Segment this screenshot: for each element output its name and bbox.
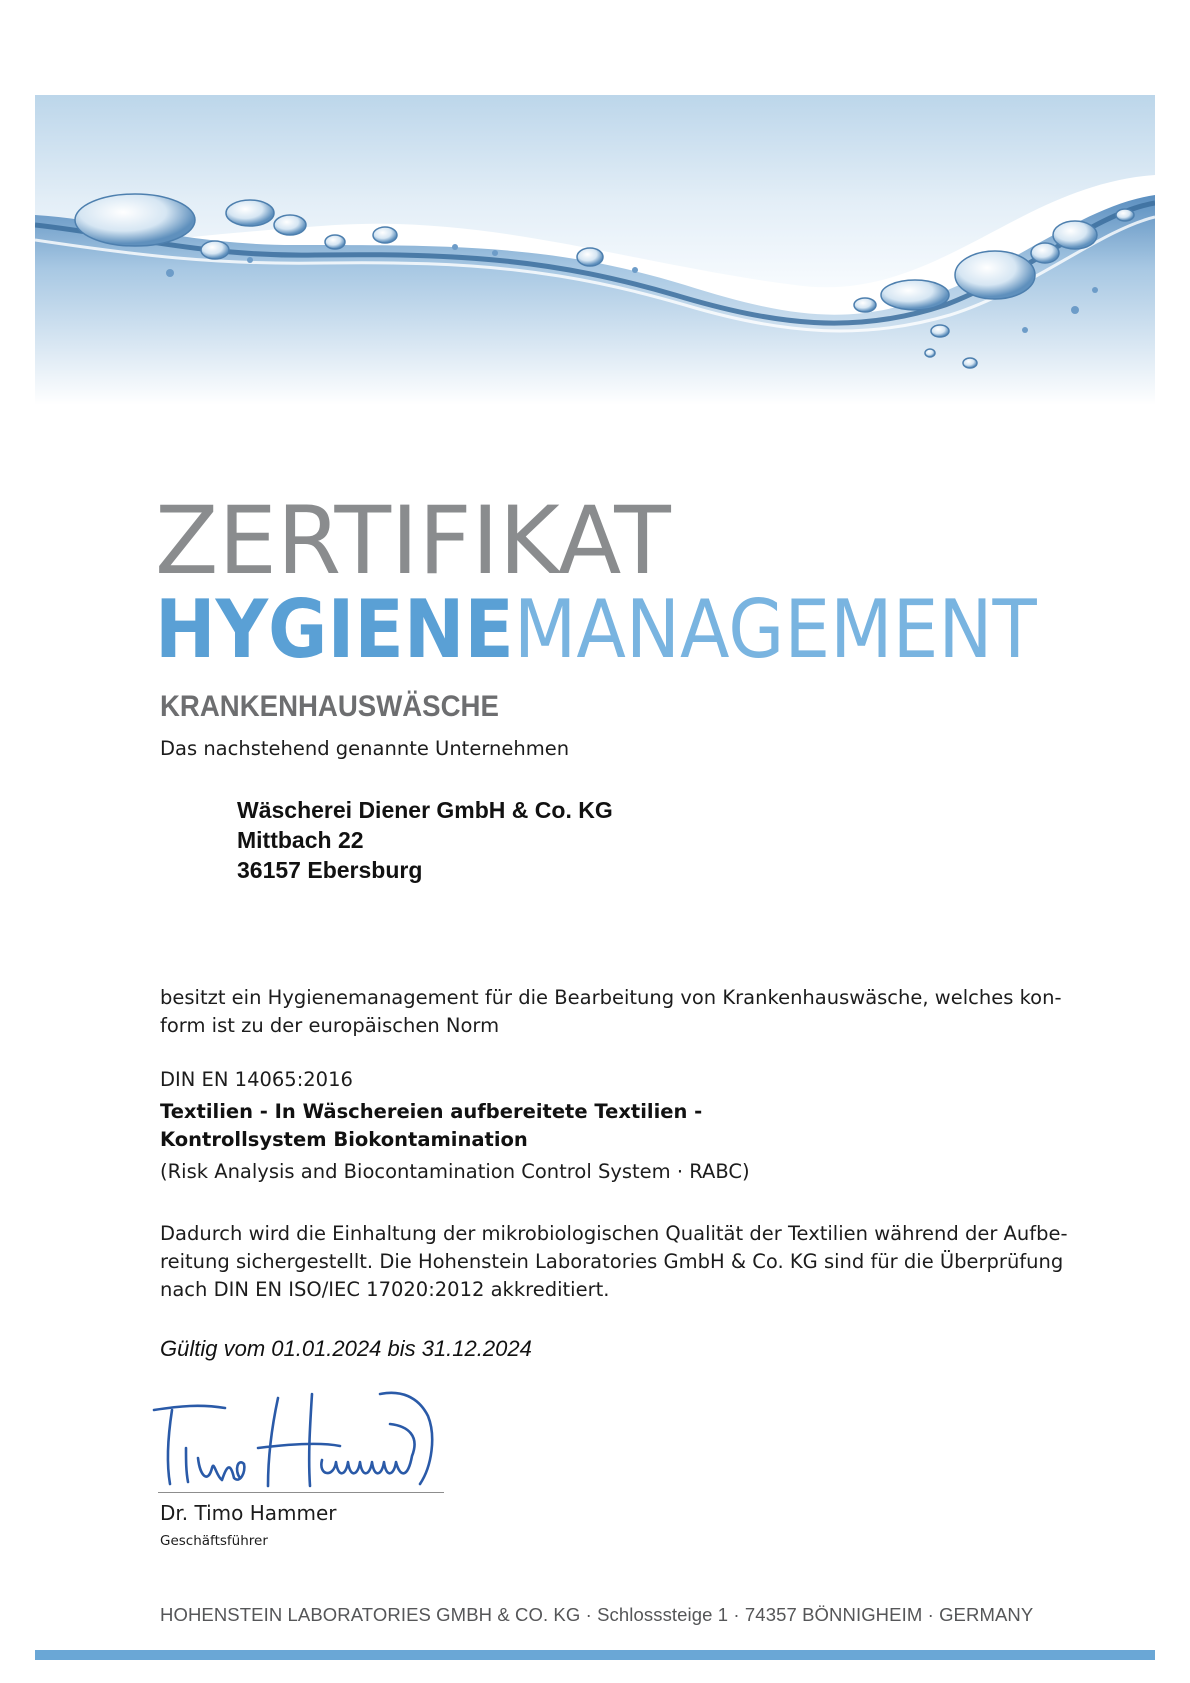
handwritten-signature-image <box>150 1386 450 1496</box>
paragraph-line-3: nach DIN EN ISO/IEC 17020:2012 akkreditiert. <box>160 1278 610 1301</box>
footer-address: HOHENSTEIN LABORATORIES GMBH & CO. KG · Schlosssteige 1 · 74357 BÖNNIGHEIM · GERMANY <box>160 1604 1034 1625</box>
norm-code: DIN EN 14065:2016 <box>160 1068 353 1091</box>
norm-title-block <box>160 1098 702 1154</box>
signer-role: Geschäftsführer <box>160 1533 268 1549</box>
norm-title-line-2: Kontrollsystem Biokontamination <box>160 1128 528 1151</box>
company-address-block <box>237 795 613 885</box>
certificate-subtitle <box>155 583 1037 676</box>
subtitle-light-part: MANAGEMENT <box>513 583 1037 676</box>
certificate-title: ZERTIFIKAT <box>155 487 671 596</box>
validity-period: Gültig vom 01.01.2024 bis 31.12.2024 <box>160 1336 532 1361</box>
signer-name: Dr. Timo Hammer <box>160 1501 337 1525</box>
company-city: 36157 Ebersburg <box>237 857 423 883</box>
paragraph-line-2: reitung sichergestellt. Die Hohenstein Laboratories GmbH & Co. KG sind für die Überprüfung <box>160 1250 1064 1273</box>
paragraph-line-1: Dadurch wird die Einhaltung der mikrobiologischen Qualität der Textilien während der Aufbe- <box>160 1222 1068 1245</box>
body-line-1: besitzt ein Hygienemanagement für die Bearbeitung von Krankenhauswäsche, welches kon- <box>160 986 1062 1009</box>
company-street: Mittbach 22 <box>237 827 364 853</box>
body-line-2: form ist zu der europäischen Norm <box>160 1014 500 1037</box>
footer-accent-bar <box>35 1650 1155 1660</box>
certificate-category: KRANKENHAUSWÄSCHE <box>160 690 499 723</box>
signature-line <box>158 1492 444 1493</box>
intro-text: Das nachstehend genannte Unternehmen <box>160 737 570 760</box>
water-wave-header-image <box>35 95 1155 405</box>
norm-title-line-1: Textilien - In Wäschereien aufbereitete Textilien - <box>160 1100 703 1123</box>
subtitle-bold-part: HYGIENE <box>155 583 514 676</box>
company-name: Wäscherei Diener GmbH & Co. KG <box>237 797 613 823</box>
norm-english-title: (Risk Analysis and Biocontamination Control System · RABC) <box>160 1160 750 1183</box>
